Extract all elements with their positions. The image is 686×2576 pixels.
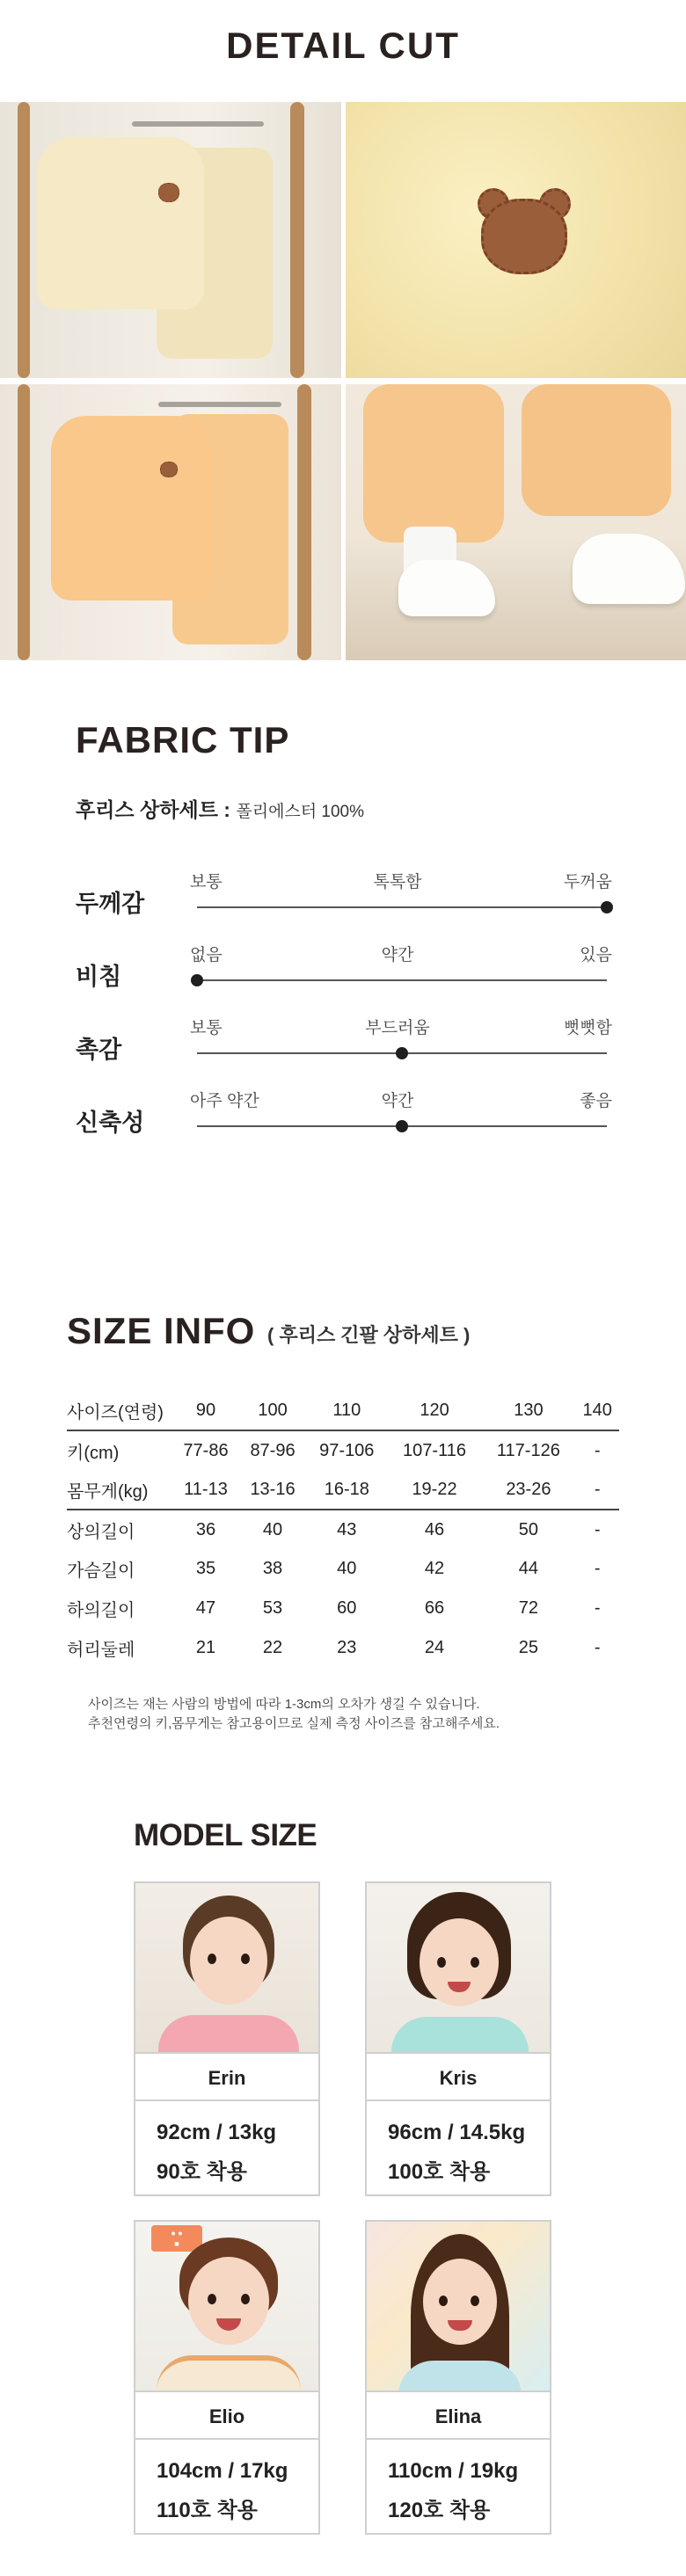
table-row bbox=[67, 1589, 619, 1628]
model-size-title: MODEL SIZE bbox=[134, 1818, 317, 1852]
size-table bbox=[67, 1391, 619, 1668]
detail-photo-apricot-set bbox=[0, 384, 341, 660]
fabric-row-name: 촉감 bbox=[76, 1037, 122, 1063]
size-cell: 11-13 bbox=[172, 1470, 239, 1510]
scale-marker bbox=[396, 1047, 408, 1059]
scale-label-right: 있음 bbox=[580, 946, 612, 964]
size-note-line: 사이즈는 재는 사람의 방법에 따라 1-3cm의 오차가 생길 수 있습니다. bbox=[88, 1697, 480, 1712]
size-cell: 47 bbox=[195, 1598, 216, 1618]
scale-label-right: 두꺼움 bbox=[563, 873, 612, 891]
size-cell: - bbox=[594, 1440, 601, 1460]
size-cell: 97-106 bbox=[319, 1440, 375, 1460]
fabric-row-touch bbox=[76, 1015, 612, 1067]
scale-label-right: 좋음 bbox=[580, 1092, 612, 1110]
model-name: Kris bbox=[367, 2052, 550, 2101]
size-cell: 50 bbox=[518, 1519, 539, 1539]
size-cell: - bbox=[594, 1598, 601, 1618]
scale-label-mid: 부드러움 bbox=[365, 1019, 430, 1037]
size-cell: - bbox=[594, 1638, 601, 1657]
size-cell: 40 bbox=[262, 1519, 283, 1539]
scale-label-mid: 약간 bbox=[381, 946, 414, 964]
model-stats: 96cm / 14.5kg bbox=[388, 2121, 526, 2144]
scale-track bbox=[197, 979, 607, 981]
size-row-label: 상의길이 bbox=[67, 1522, 135, 1542]
size-header-cell: 130 bbox=[481, 1391, 575, 1430]
size-row-label: 키(cm) bbox=[67, 1443, 120, 1463]
size-row-label: 몸무게(kg) bbox=[67, 1470, 172, 1510]
scale-label-mid: 약간 bbox=[381, 1092, 414, 1110]
model-fit: 120호 착용 bbox=[388, 2499, 491, 2522]
fabric-row-thickness bbox=[76, 869, 612, 921]
table-row bbox=[67, 1549, 619, 1589]
model-name: Elio bbox=[135, 2390, 318, 2440]
model-fit: 110호 착용 bbox=[157, 2499, 258, 2522]
size-row-label: 하의길이 bbox=[67, 1601, 135, 1620]
size-cell: 40 bbox=[337, 1559, 357, 1578]
model-photo bbox=[367, 1883, 550, 2052]
size-cell: 25 bbox=[518, 1638, 539, 1657]
model-name: Elina bbox=[367, 2390, 550, 2440]
fabric-row-name: 신축성 bbox=[76, 1110, 145, 1136]
size-cell: 36 bbox=[195, 1519, 216, 1539]
size-cell: 23-26 bbox=[481, 1470, 575, 1510]
size-cell: 72 bbox=[518, 1598, 539, 1618]
size-cell: 21 bbox=[195, 1638, 216, 1657]
size-cell: 38 bbox=[262, 1559, 283, 1578]
table-row bbox=[67, 1628, 619, 1668]
model-card-kris bbox=[365, 1881, 551, 2196]
scale-marker bbox=[601, 901, 613, 913]
fabric-material-value: 폴리에스터 100% bbox=[236, 803, 365, 821]
size-cell: 42 bbox=[424, 1559, 445, 1578]
size-header-cell: 사이즈(연령) bbox=[67, 1391, 172, 1430]
fabric-row-transparency bbox=[76, 942, 612, 994]
model-fit: 100호 착용 bbox=[388, 2160, 491, 2184]
scale-marker bbox=[396, 1120, 408, 1132]
model-fit: 90호 착용 bbox=[157, 2160, 247, 2184]
scale-label-mid: 톡톡함 bbox=[373, 873, 422, 891]
fabric-material-line bbox=[76, 794, 364, 823]
model-stats: 104cm / 17kg bbox=[157, 2459, 288, 2483]
size-cell: 87-96 bbox=[250, 1440, 296, 1460]
model-photo bbox=[135, 2222, 318, 2390]
size-table-header bbox=[67, 1391, 619, 1430]
fabric-row-name: 두께감 bbox=[76, 891, 145, 917]
size-row-label: 가슴길이 bbox=[67, 1561, 135, 1581]
size-cell: 44 bbox=[518, 1559, 539, 1578]
size-info-title: SIZE INFO bbox=[67, 1310, 256, 1351]
size-cell: - bbox=[575, 1470, 619, 1510]
size-cell: 53 bbox=[262, 1598, 283, 1618]
model-card-elio bbox=[134, 2220, 320, 2535]
size-header-cell: 110 bbox=[306, 1391, 388, 1430]
scale-label-left: 아주 약간 bbox=[190, 1092, 259, 1110]
fabric-product-label: 후리스 상하세트 : bbox=[76, 798, 230, 821]
size-cell: 77-86 bbox=[183, 1440, 229, 1460]
scale-label-left: 없음 bbox=[190, 946, 223, 964]
table-row bbox=[67, 1430, 619, 1470]
size-info-subtitle: ( 후리스 긴팔 상하세트 ) bbox=[267, 1324, 471, 1346]
size-cell: 66 bbox=[424, 1598, 445, 1618]
size-header-cell: 100 bbox=[239, 1391, 306, 1430]
detail-photo-bear-patch bbox=[346, 102, 686, 378]
model-photo bbox=[367, 2222, 550, 2390]
scale-marker bbox=[191, 974, 203, 986]
size-header-cell: 120 bbox=[388, 1391, 482, 1430]
size-cell: - bbox=[594, 1519, 601, 1539]
size-cell: 43 bbox=[337, 1519, 357, 1539]
table-row bbox=[67, 1510, 619, 1549]
model-photo bbox=[135, 1883, 318, 2052]
scale-track bbox=[197, 906, 607, 908]
size-cell: 117-126 bbox=[496, 1440, 560, 1460]
scale-label-left: 보통 bbox=[190, 1019, 223, 1037]
size-cell: 107-116 bbox=[403, 1440, 466, 1460]
model-card-erin bbox=[134, 1881, 320, 2196]
size-header-cell: 140 bbox=[575, 1391, 619, 1430]
size-cell: - bbox=[594, 1559, 601, 1578]
size-note bbox=[88, 1695, 500, 1734]
size-cell: 16-18 bbox=[306, 1470, 388, 1510]
detail-cut-title: DETAIL CUT bbox=[226, 25, 460, 66]
size-cell: 19-22 bbox=[388, 1470, 482, 1510]
fabric-row-stretch bbox=[76, 1088, 612, 1140]
model-stats: 110cm / 19kg bbox=[388, 2459, 519, 2483]
brand-sticker-logo: ● ● ■ bbox=[151, 2225, 202, 2252]
size-cell: 35 bbox=[195, 1559, 216, 1578]
size-cell: 24 bbox=[424, 1638, 445, 1657]
size-cell: 60 bbox=[337, 1598, 357, 1618]
size-cell: 23 bbox=[337, 1638, 357, 1657]
size-row-label: 허리둘레 bbox=[67, 1641, 135, 1660]
size-cell: 46 bbox=[424, 1519, 445, 1539]
table-row bbox=[67, 1470, 619, 1510]
size-note-line: 추천연령의 키,몸무게는 참고용이므로 실제 측정 사이즈를 참고해주세요. bbox=[88, 1716, 500, 1731]
scale-label-right: 뻣뻣함 bbox=[563, 1019, 612, 1037]
scale-label-left: 보통 bbox=[190, 873, 223, 891]
size-cell: 13-16 bbox=[239, 1470, 306, 1510]
fabric-tip-title: FABRIC TIP bbox=[76, 719, 290, 760]
size-header-cell: 90 bbox=[172, 1391, 239, 1430]
model-stats: 92cm / 13kg bbox=[157, 2121, 277, 2144]
model-card-elina bbox=[365, 2220, 551, 2535]
model-name: Erin bbox=[135, 2052, 318, 2101]
size-cell: 22 bbox=[262, 1638, 283, 1657]
detail-photo-cream-set bbox=[0, 102, 341, 378]
detail-photo-pants-shoes bbox=[346, 384, 686, 660]
fabric-row-name: 비침 bbox=[76, 964, 122, 990]
